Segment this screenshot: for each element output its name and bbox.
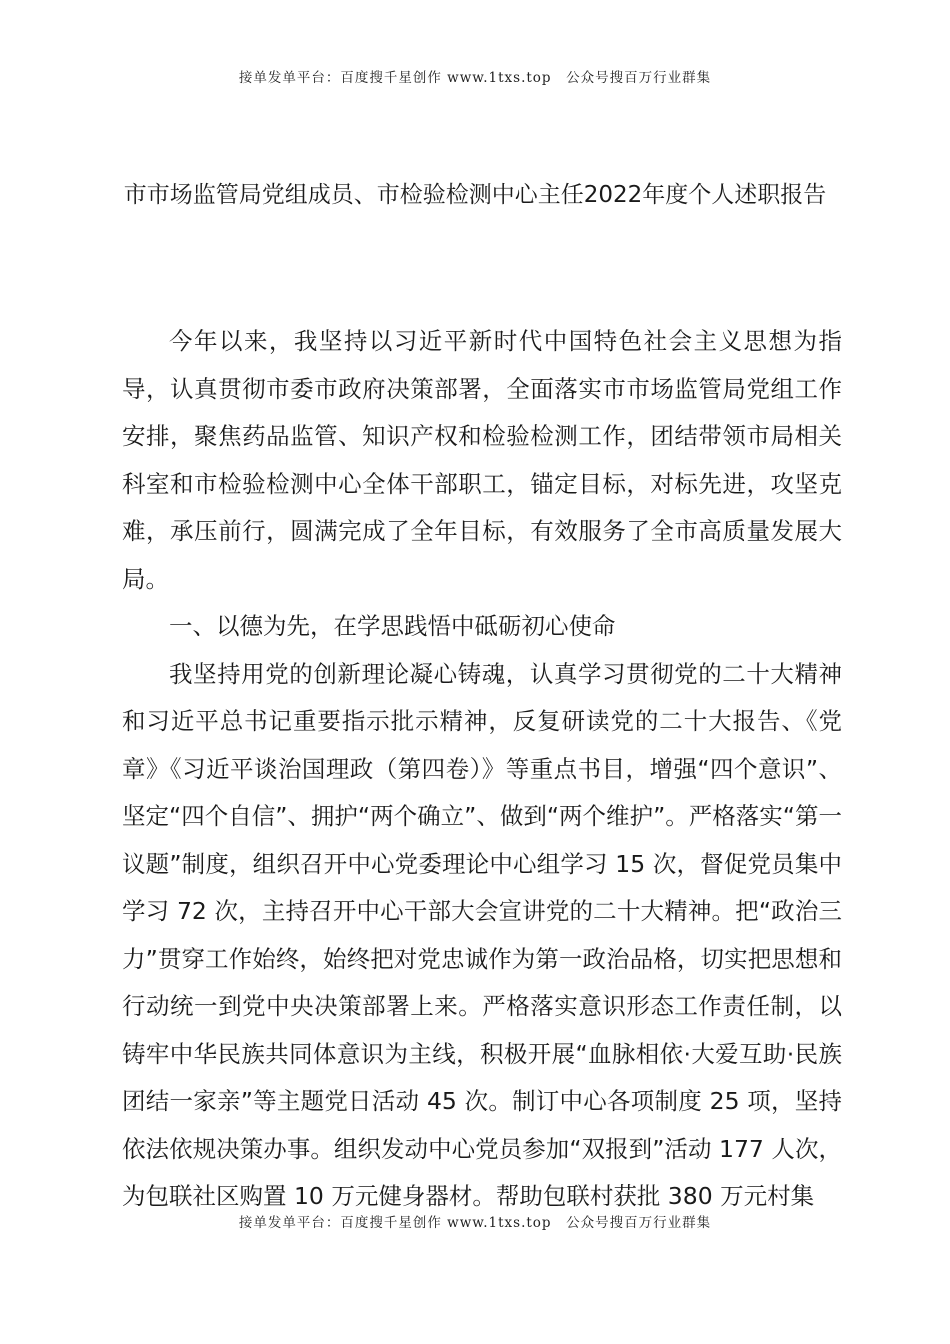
- section-heading-1: 一、以德为先，在学思践悟中砥砺初心使命: [169, 612, 616, 640]
- page-footer-watermark: 接单发单平台：百度搜千星创作 www.1txs.top 公众号搜百万行业群集: [238, 1215, 712, 1231]
- paragraph-intro: 今年以来，我坚持以习近平新时代中国特色社会主义思想为指导，认真贯彻市委市政府决策部署，全面落实市市场监管局党组工作安排，聚焦药品监管、知识产权和检验检测工作，团结带领市局相关科室和市检验检测中心全体干部职工，锚定目标，对标先进，攻坚克难，承压前行，圆满完成了全年目标，有效服务了全市高质量发展大局。: [122, 327, 842, 593]
- paragraph-section-1: 我坚持用党的创新理论凝心铸魂，认真学习贯彻党的二十大精神和习近平总书记重要指示批示精神，反复研读党的二十大报告、《党章》《习近平谈治国理政（第四卷）》等重点书目，增强“四个意识”、坚定“四个自信”、拥护“两个确立”、做到“两个维护”。严格落实“第一议题”制度，组织召开中心党委理论中心组学习 15 次，督促党员集中学习 72 次，主持召开中心干部大会宣讲党的二十大精神。把“政治三力”贯穿工作始终，始终把对党忠诚作为第一政治品格，切实把思想和行动统一到党中央决策部署上来。严格落实意识形态工作责任制，以铸牢中华民族共同体意识为主线，积极开展“血脉相依·大爱互助·民族团结一家亲”等主题党日活动 45 次。制订中心各项制度 25 项，坚持依法依规决策办事。组织发动中心党员参加“双报到”活动 177 人次，为包联社区购置 10 万元健身器材。帮助包联村获批 380 万元村集: [122, 659, 842, 1210]
- document-title: 市市场监管局党组成员、市检验检测中心主任2022年度个人述职报告: [123, 182, 827, 208]
- page-header-watermark: 接单发单平台：百度搜千星创作 www.1txs.top 公众号搜百万行业群集: [238, 70, 712, 86]
- document-body: [122, 318, 842, 1221]
